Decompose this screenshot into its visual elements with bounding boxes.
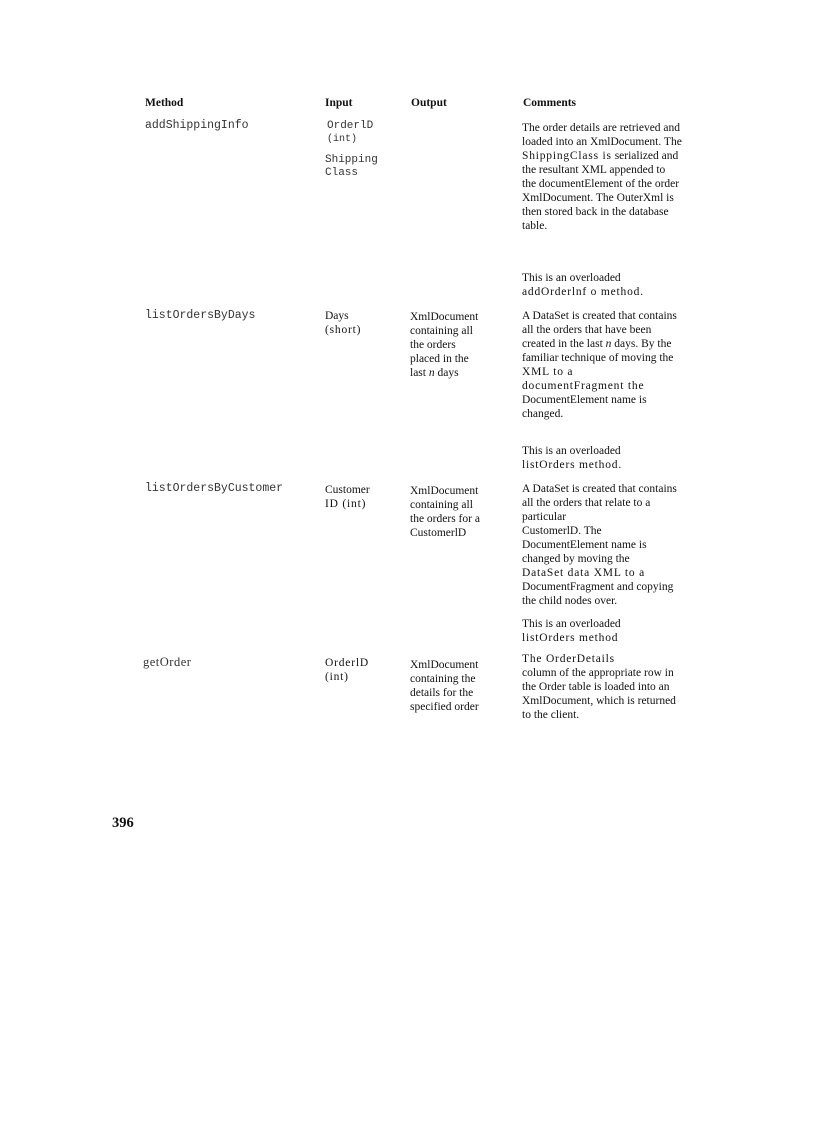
method-addshippinginfo: addShippingInfo <box>145 119 249 132</box>
method-getorder: getOrder <box>143 655 192 669</box>
input-getorder-orderid: OrderlD (int) <box>325 657 369 683</box>
header-comments: Comments <box>523 97 577 109</box>
header-method: Method <box>145 97 184 109</box>
method-listordersbydays: listOrdersByDays <box>145 309 256 322</box>
header-output: Output <box>411 97 447 109</box>
comment-getorder: The OrderDetails column of the appropriate row in the Order table is loaded into an XmlDocument, which is returned to the client. <box>522 653 676 721</box>
input-customerid: Customer ID (int) <box>325 484 370 510</box>
output-listordersbycustomer: XmlDocument containing all the orders for a CustomerlD <box>410 485 480 539</box>
method-listordersbycustomer: listOrdersByCustomer <box>145 482 284 495</box>
input-days: Days (short) <box>325 310 362 336</box>
comment-listordersbycustomer: A DataSet is created that contains all the orders that relate to a particular CustomerlD. The DocumentElement name is changed by moving the DataSet data XML to a DocumentFragment and copying the child nodes over. <box>522 483 677 607</box>
comment-listordersbycustomer-note: This is an overloaded listOrders method <box>522 618 621 644</box>
comment-listordersbydays: A DataSet is created that contains all the orders that have been created in the last n days. By the familiar technique of moving the XML to a documentFragment the DocumentElement name is changed. <box>522 310 677 420</box>
comment-addshippinginfo: The order details are retrieved and loaded into an XmlDocument. The ShippingClass is serialized and the resultant XML appended to the documentElement of the order XmlDocument. The OuterXml is then stored back in the database table. <box>522 122 682 232</box>
comment-listordersbydays-note: This is an overloaded listOrders method. <box>522 445 622 471</box>
page-number: 396 <box>112 815 134 831</box>
input-orderid: OrderlD (int) <box>327 120 374 145</box>
output-listordersbydays: XmlDocument containing all the orders placed in the last n days <box>410 311 479 379</box>
header-input: Input <box>325 97 353 109</box>
output-getorder: XmlDocument containing the details for the specified order <box>410 659 479 713</box>
input-shippingclass: Shipping Class <box>325 154 378 179</box>
comment-addshippinginfo-note: This is an overloaded addOrderlnf o method. <box>522 272 644 298</box>
